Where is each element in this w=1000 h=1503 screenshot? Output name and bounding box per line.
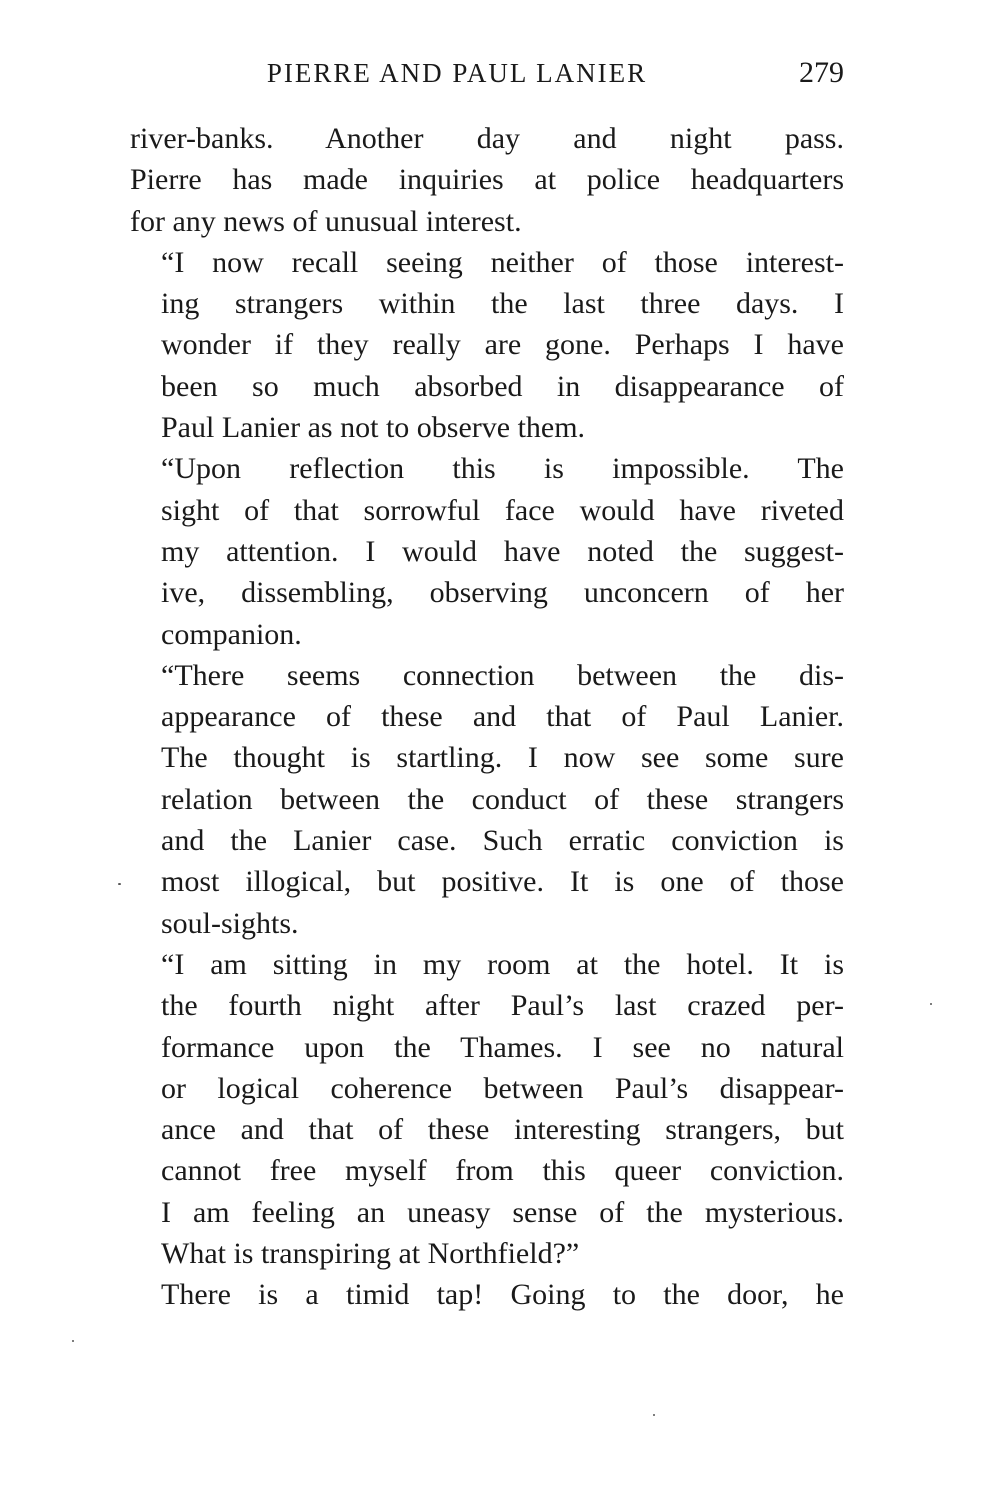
text-line: wonder if they really are gone. Perhaps I have [161,328,844,362]
text-line: “Upon reflection this is impossible. The [161,452,844,486]
paragraph [130,448,844,654]
text-line: the fourth night after Paul’s last crazed per- [161,989,844,1023]
book-page [130,52,844,1316]
text-line: river-banks. Another day and night pass. [130,122,844,155]
print-speck [930,1003,932,1005]
running-head [130,52,844,102]
text-line: formance upon the Thames. I see no natural [161,1030,844,1064]
paragraph [130,242,844,448]
body-text [130,118,844,1316]
print-speck [72,1340,74,1342]
running-title: PIERRE AND PAUL LANIER [266,58,648,88]
text-line: sight of that sorrowful face would have riveted [161,493,844,527]
text-line: Pierre has made inquiries at police headquarters [130,163,844,197]
text-line: my attention. I would have noted the suggest- [161,534,844,568]
text-line: companion. [161,617,302,651]
text-line: I am feeling an uneasy sense of the mysterious. [161,1195,844,1229]
text-line: ance and that of these interesting strangers, but [161,1113,844,1147]
text-line: appearance of these and that of Paul Lanier. [161,700,844,734]
text-line: relation between the conduct of these strangers [161,782,844,816]
text-line: for any news of unusual interest. [130,204,522,238]
text-line: soul-sights. [161,906,299,940]
text-line: There is a timid tap! Going to the door, he [161,1278,844,1312]
page-number: 279 [799,56,844,89]
text-line: been so much absorbed in disappearance of [161,369,844,403]
text-line: ing strangers within the last three days. I [161,287,844,321]
paragraph [130,944,844,1274]
print-speck [118,883,121,885]
text-line: “I now recall seeing neither of those interest- [161,245,844,279]
text-line: and the Lanier case. Such erratic conviction is [161,824,844,858]
paragraph [130,655,844,944]
text-line: What is transpiring at Northfield?” [161,1237,580,1271]
text-line: Paul Lanier as not to observe them. [161,411,586,445]
text-line: or logical coherence between Paul’s disappear- [161,1071,844,1105]
text-line: “I am sitting in my room at the hotel. It is [161,947,844,981]
paragraph [130,118,844,242]
paragraph [130,1274,844,1315]
text-line: most illogical, but positive. It is one of those [161,865,844,899]
text-line: cannot free myself from this queer conviction. [161,1154,844,1188]
print-speck [653,1414,655,1416]
text-line: The thought is startling. I now see some sure [161,741,844,775]
text-line: ive, dissembling, observing unconcern of her [161,576,844,610]
text-line: “There seems connection between the dis- [161,658,844,692]
